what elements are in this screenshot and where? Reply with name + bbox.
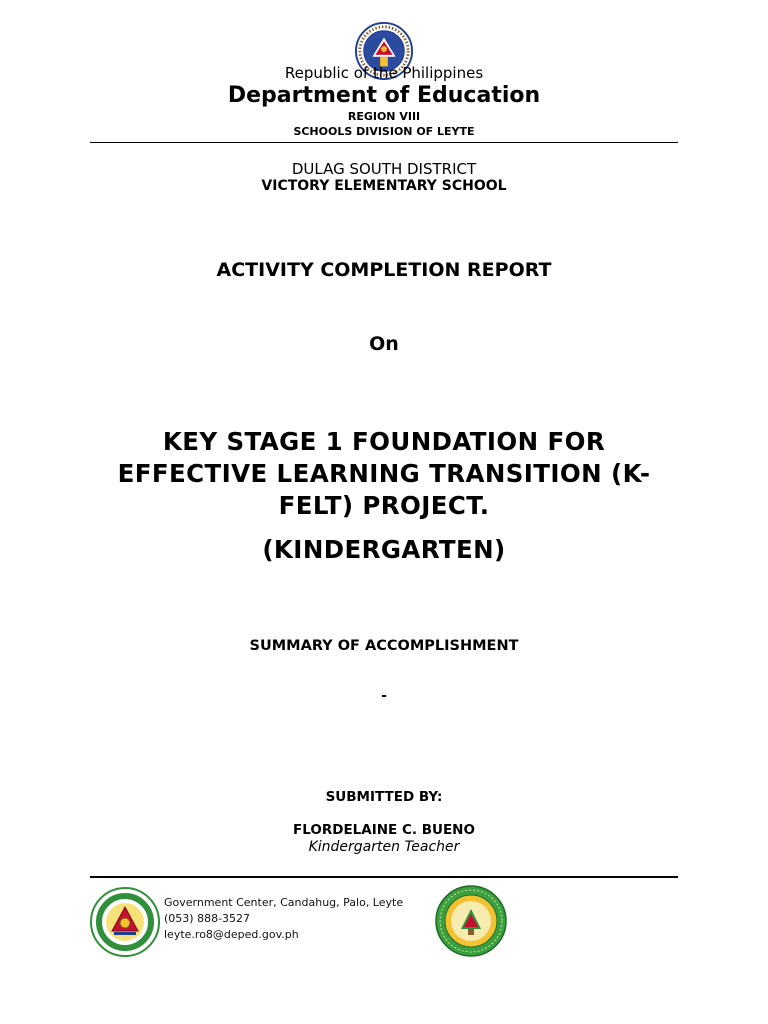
footer-divider xyxy=(90,876,678,878)
school-name: VICTORY ELEMENTARY SCHOOL xyxy=(261,178,507,194)
summary-body: - xyxy=(381,688,387,704)
summary-heading: SUMMARY OF ACCOMPLISHMENT xyxy=(249,638,519,654)
project-title: KEY STAGE 1 FOUNDATION FOR EFFECTIVE LEARNING TRANSITION (K-FELT) PROJECT. xyxy=(117,427,651,520)
report-on: On xyxy=(369,333,399,355)
republic-heading: Republic of the Philippines xyxy=(284,64,484,82)
region-heading: REGION VIII xyxy=(347,110,421,123)
project-level: (KINDERGARTEN) xyxy=(262,535,506,564)
department-heading: Department of Education xyxy=(227,83,541,108)
submitter-name: FLORDELAINE C. BUENO xyxy=(293,822,475,838)
report-title: ACTIVITY COMPLETION REPORT xyxy=(216,259,552,281)
office-phone: (053) 888-3527 xyxy=(164,912,251,925)
deped-region-viii-logo xyxy=(435,885,507,957)
office-address: Government Center, Candahug, Palo, Leyte xyxy=(164,896,404,909)
district-name: DULAG SOUTH DISTRICT xyxy=(291,160,477,178)
header-divider xyxy=(90,142,678,143)
submitter-position: Kindergarten Teacher xyxy=(308,839,460,855)
contact-block xyxy=(164,895,403,943)
submitted-by-label: SUBMITTED BY: xyxy=(325,789,443,805)
office-email: leyte.ro8@deped.gov.ph xyxy=(164,928,299,941)
division-of-leyte-logo xyxy=(90,887,160,957)
division-heading: SCHOOLS DIVISION OF LEYTE xyxy=(293,125,475,138)
